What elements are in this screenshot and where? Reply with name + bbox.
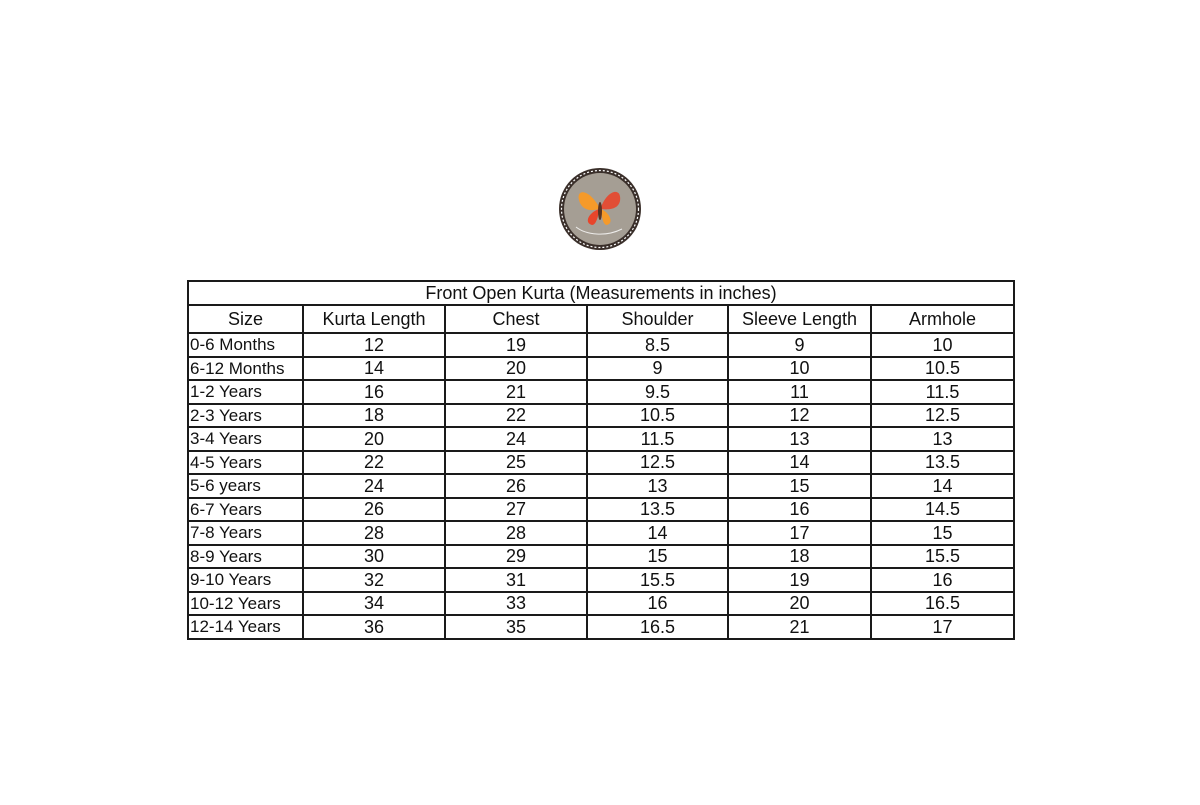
table-row [188,451,1014,475]
cell-chest: 28 [445,521,587,545]
table-row [188,427,1014,451]
cell-armhole: 10.5 [871,357,1014,381]
butterfly-logo-icon [558,167,642,251]
cell-armhole: 16 [871,568,1014,592]
cell-shoulder: 11.5 [587,427,728,451]
cell-size: 8-9 Years [188,545,303,569]
cell-size: 0-6 Months [188,333,303,357]
column-header-size: Size [188,305,303,333]
cell-size: 6-12 Months [188,357,303,381]
cell-armhole: 13.5 [871,451,1014,475]
brand-logo [558,167,642,251]
cell-armhole: 15 [871,521,1014,545]
table-title-row [188,281,1014,305]
cell-chest: 22 [445,404,587,428]
column-header-chest: Chest [445,305,587,333]
cell-armhole: 14.5 [871,498,1014,522]
cell-armhole: 11.5 [871,380,1014,404]
cell-kurta-length: 24 [303,474,445,498]
cell-armhole: 14 [871,474,1014,498]
table-row [188,568,1014,592]
cell-shoulder: 9.5 [587,380,728,404]
cell-sleeve-length: 12 [728,404,871,428]
cell-armhole: 16.5 [871,592,1014,616]
cell-chest: 35 [445,615,587,639]
table-row [188,498,1014,522]
cell-shoulder: 10.5 [587,404,728,428]
cell-kurta-length: 28 [303,521,445,545]
cell-chest: 19 [445,333,587,357]
cell-size: 1-2 Years [188,380,303,404]
cell-sleeve-length: 9 [728,333,871,357]
cell-shoulder: 13.5 [587,498,728,522]
cell-shoulder: 12.5 [587,451,728,475]
table-row [188,404,1014,428]
table-header-row [188,305,1014,333]
cell-chest: 31 [445,568,587,592]
cell-shoulder: 16 [587,592,728,616]
cell-armhole: 13 [871,427,1014,451]
cell-chest: 33 [445,592,587,616]
cell-kurta-length: 36 [303,615,445,639]
cell-chest: 25 [445,451,587,475]
column-header-armhole: Armhole [871,305,1014,333]
cell-size: 4-5 Years [188,451,303,475]
cell-sleeve-length: 11 [728,380,871,404]
cell-sleeve-length: 15 [728,474,871,498]
cell-kurta-length: 30 [303,545,445,569]
cell-chest: 29 [445,545,587,569]
cell-sleeve-length: 21 [728,615,871,639]
column-header-sleeve-length: Sleeve Length [728,305,871,333]
cell-armhole: 12.5 [871,404,1014,428]
cell-chest: 27 [445,498,587,522]
column-header-shoulder: Shoulder [587,305,728,333]
cell-sleeve-length: 13 [728,427,871,451]
cell-armhole: 15.5 [871,545,1014,569]
table-row [188,333,1014,357]
cell-size: 5-6 years [188,474,303,498]
cell-size: 9-10 Years [188,568,303,592]
cell-sleeve-length: 16 [728,498,871,522]
table-row [188,474,1014,498]
table-row [188,380,1014,404]
cell-sleeve-length: 14 [728,451,871,475]
cell-kurta-length: 18 [303,404,445,428]
cell-sleeve-length: 17 [728,521,871,545]
cell-chest: 21 [445,380,587,404]
cell-sleeve-length: 18 [728,545,871,569]
cell-kurta-length: 16 [303,380,445,404]
cell-shoulder: 13 [587,474,728,498]
cell-chest: 20 [445,357,587,381]
cell-kurta-length: 26 [303,498,445,522]
table-row [188,357,1014,381]
cell-sleeve-length: 10 [728,357,871,381]
table-row [188,521,1014,545]
cell-kurta-length: 20 [303,427,445,451]
cell-sleeve-length: 19 [728,568,871,592]
cell-kurta-length: 34 [303,592,445,616]
table-row [188,592,1014,616]
table-row [188,545,1014,569]
cell-kurta-length: 14 [303,357,445,381]
cell-chest: 24 [445,427,587,451]
size-chart-table [187,280,1015,640]
cell-size: 10-12 Years [188,592,303,616]
cell-chest: 26 [445,474,587,498]
cell-shoulder: 15.5 [587,568,728,592]
cell-kurta-length: 22 [303,451,445,475]
cell-size: 7-8 Years [188,521,303,545]
cell-shoulder: 16.5 [587,615,728,639]
cell-size: 2-3 Years [188,404,303,428]
cell-armhole: 17 [871,615,1014,639]
cell-sleeve-length: 20 [728,592,871,616]
cell-kurta-length: 12 [303,333,445,357]
cell-armhole: 10 [871,333,1014,357]
cell-shoulder: 15 [587,545,728,569]
cell-size: 6-7 Years [188,498,303,522]
table-row [188,615,1014,639]
column-header-kurta-length: Kurta Length [303,305,445,333]
cell-shoulder: 14 [587,521,728,545]
cell-shoulder: 8.5 [587,333,728,357]
table-title: Front Open Kurta (Measurements in inches) [188,281,1014,305]
cell-size: 3-4 Years [188,427,303,451]
cell-kurta-length: 32 [303,568,445,592]
cell-size: 12-14 Years [188,615,303,639]
cell-shoulder: 9 [587,357,728,381]
